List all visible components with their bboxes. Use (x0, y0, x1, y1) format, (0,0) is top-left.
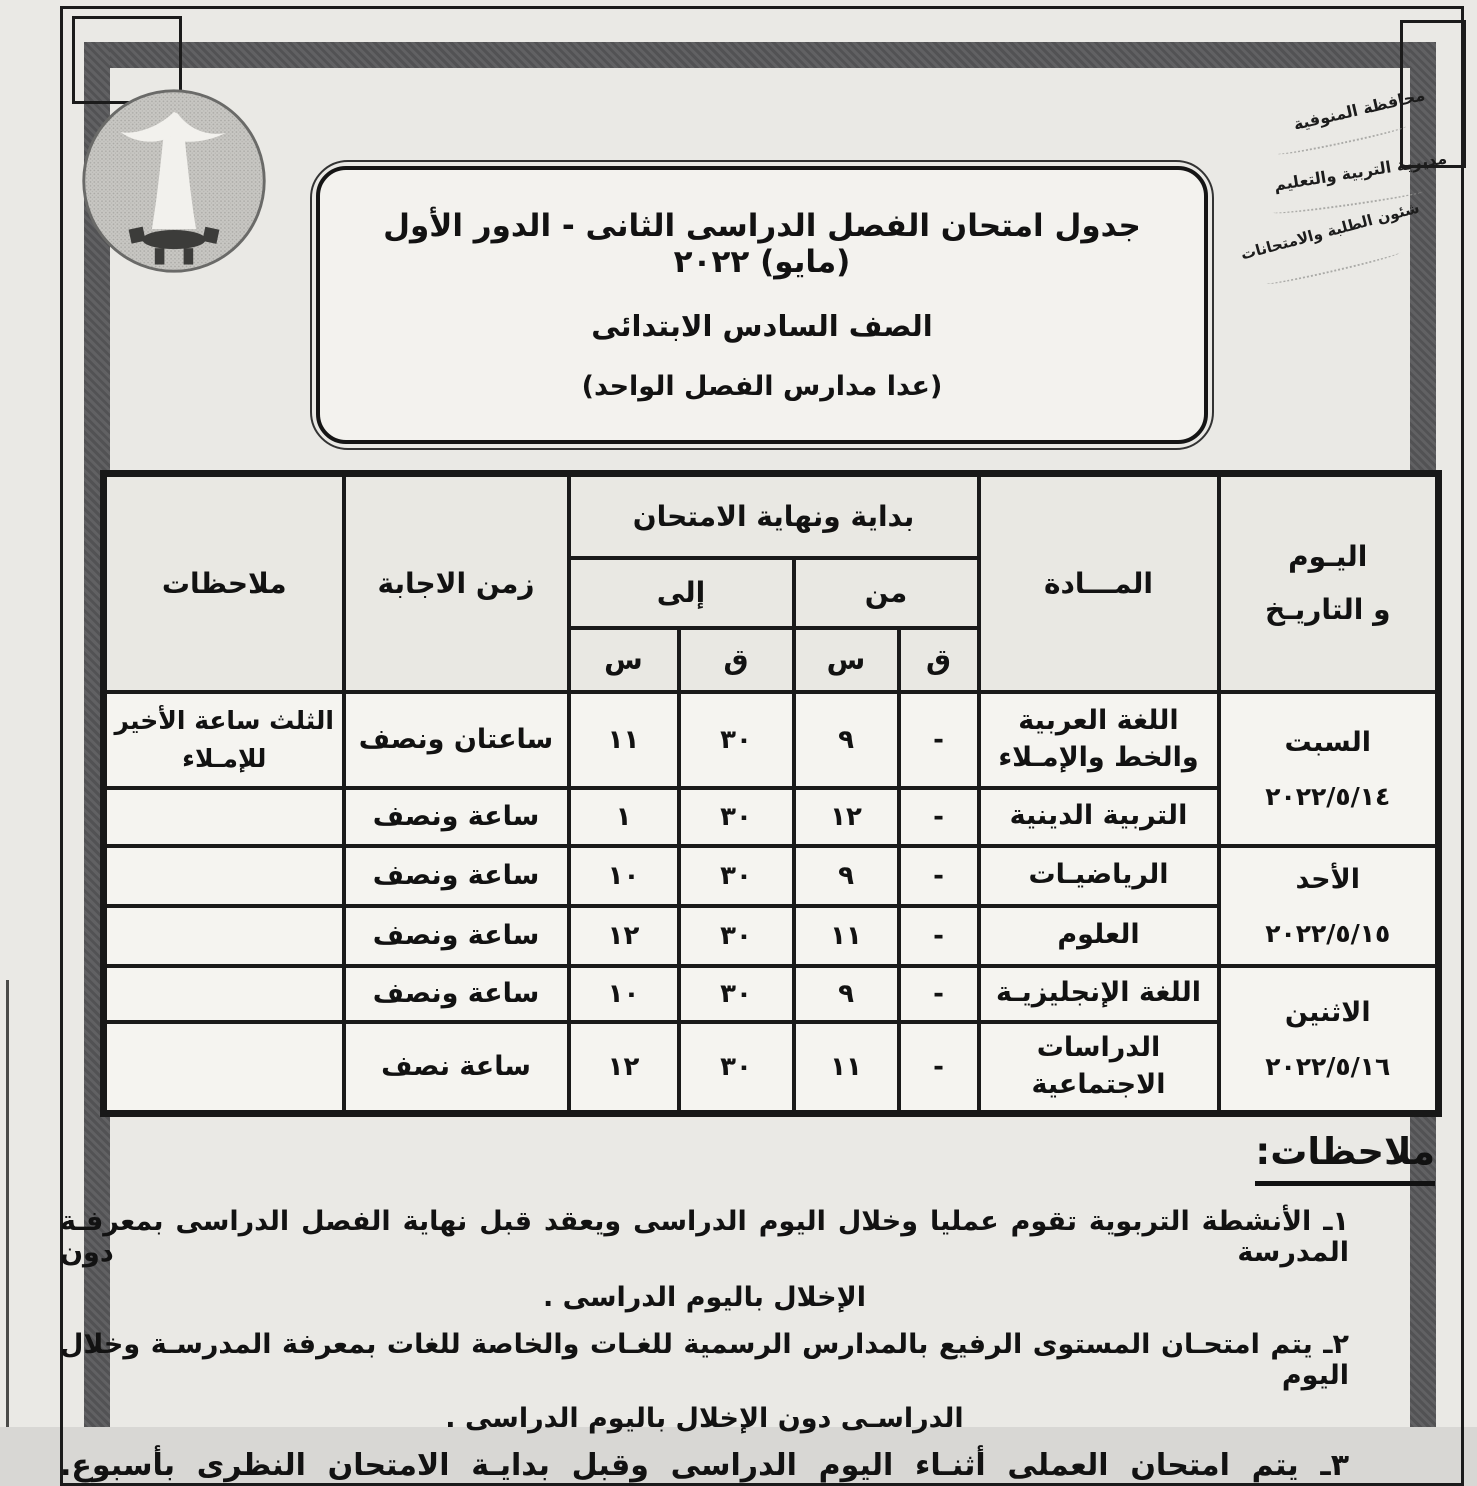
table-row (104, 966, 1439, 1022)
header-from-hours: س (794, 628, 899, 692)
footnote-1-line-2: الإخلال باليوم الدراسى . (542, 1282, 866, 1313)
governorate-seal-icon (78, 85, 270, 277)
header-exam-start-end: بداية ونهاية الامتحان (569, 474, 979, 558)
note-cell (104, 846, 344, 906)
from-hours-cell: ١٢ (794, 788, 899, 846)
header-day-date (1219, 474, 1439, 692)
to-minutes-cell: ٣٠ (679, 966, 794, 1022)
note-cell (104, 966, 344, 1022)
to-hours-cell: ١٠ (569, 966, 679, 1022)
subject-cell: التربية الدينية (979, 788, 1219, 846)
header-from: من (794, 558, 979, 628)
day-name: الأحد (1295, 863, 1360, 895)
from-minutes-cell: - (899, 966, 979, 1022)
day-date-cell (1219, 692, 1439, 846)
to-hours-cell: ١٢ (569, 1022, 679, 1114)
to-minutes-cell: ٣٠ (679, 906, 794, 966)
from-minutes-cell: - (899, 788, 979, 846)
day-date: ٢٠٢٢/٥/١٥ (1265, 918, 1391, 948)
day-name: الاثنين (1284, 996, 1371, 1028)
footnotes-section (40, 1130, 1435, 1483)
exception-subtitle: (عدا مدارس الفصل الواحد) (581, 370, 943, 402)
day-date-cell (1219, 846, 1439, 966)
from-hours-cell: ٩ (794, 692, 899, 788)
to-hours-cell: ١١ (569, 692, 679, 788)
header-duration: زمن الاجابة (344, 474, 569, 692)
subject-cell: اللغة العربية والخط والإمـلاء (979, 692, 1219, 788)
note-cell (104, 788, 344, 846)
from-minutes-cell: - (899, 1022, 979, 1114)
day-date-cell (1219, 966, 1439, 1114)
header-subject: المـــادة (979, 474, 1219, 692)
from-hours-cell: ٩ (794, 966, 899, 1022)
duration-cell: ساعة ونصف (344, 966, 569, 1022)
to-minutes-cell: ٣٠ (679, 1022, 794, 1114)
day-name: السبت (1284, 726, 1371, 758)
footnote-1-line-1: ١ـ الأنشطة التربوية تقوم عمليا وخلال اليوم الدراسى ويعقد قبل نهاية الفصل الدراسى بمعرفـة المدرسة دون (60, 1206, 1349, 1268)
title-box (316, 166, 1208, 444)
stamp-line-exams-affairs: شئون الطلبة والامتحانات (1238, 198, 1422, 264)
from-hours-cell: ٩ (794, 846, 899, 906)
subject-cell: العلوم (979, 906, 1219, 966)
note-cell (104, 1022, 344, 1114)
to-hours-cell: ١ (569, 788, 679, 846)
header-day-line2: و التاريـخ (1264, 593, 1391, 627)
stamp-line-directorate: مديرية التربية والتعليم (1272, 148, 1449, 195)
stamp-line-governorate: محافظة المنوفية (1291, 85, 1427, 134)
header-to: إلى (569, 558, 794, 628)
to-minutes-cell: ٣٠ (679, 692, 794, 788)
scan-edge-line (6, 980, 9, 1427)
table-row (104, 692, 1439, 788)
page-frame-band-top (84, 42, 1436, 68)
from-minutes-cell: - (899, 846, 979, 906)
header-day-line1: اليـوم (1288, 540, 1368, 574)
footnote-2-line-2: الدراسـى دون الإخلال باليوم الدراسى . (445, 1403, 964, 1434)
to-hours-cell: ١٢ (569, 906, 679, 966)
to-hours-cell: ١٠ (569, 846, 679, 906)
from-hours-cell: ١١ (794, 1022, 899, 1114)
duration-cell: ساعة ونصف (344, 788, 569, 846)
to-minutes-cell: ٣٠ (679, 788, 794, 846)
header-from-minutes: ق (899, 628, 979, 692)
subject-cell: اللغة الإنجليزيـة (979, 966, 1219, 1022)
from-hours-cell: ١١ (794, 906, 899, 966)
subject-cell: الرياضيـات (979, 846, 1219, 906)
from-minutes-cell: - (899, 692, 979, 788)
note-cell (104, 906, 344, 966)
day-date: ٢٠٢٢/٥/١٦ (1265, 1051, 1391, 1081)
stamp-signature-scribble (1265, 249, 1401, 288)
footnote-2-line-1: ٢ـ يتم امتحـان المستوى الرفيع بالمدارس الرسمية للغـات والخاصة للغات بمعرفة المدرسـة وخلال اليوم (60, 1329, 1349, 1391)
exam-schedule-title: جدول امتحان الفصل الدراسى الثانى - الدور الأول (مايو) ٢٠٢٢ (383, 208, 1141, 281)
duration-cell: ساعة ونصف (344, 906, 569, 966)
footnote-3: ٣ـ يتم امتحان العملى أثنـاء اليوم الدراسى وقبل بدايـة الامتحان النظرى بأسبوع. (60, 1448, 1349, 1483)
subject-cell: الدراسات الاجتماعية (979, 1022, 1219, 1114)
footnotes-heading: ملاحظات: (1255, 1130, 1435, 1186)
header-to-hours: س (569, 628, 679, 692)
duration-cell: ساعة نصف (344, 1022, 569, 1114)
note-cell: الثلث ساعة الأخير للإمـلاء (104, 692, 344, 788)
header-to-minutes: ق (679, 628, 794, 692)
directorate-stamp (1205, 85, 1460, 303)
to-minutes-cell: ٣٠ (679, 846, 794, 906)
from-minutes-cell: - (899, 906, 979, 966)
exam-schedule-table (100, 470, 1442, 1117)
grade-subtitle: الصف السادس الابتدائى (591, 308, 933, 343)
duration-cell: ساعة ونصف (344, 846, 569, 906)
header-notes: ملاحظات (104, 474, 344, 692)
duration-cell: ساعتان ونصف (344, 692, 569, 788)
table-row (104, 846, 1439, 906)
day-date: ٢٠٢٢/٥/١٤ (1265, 781, 1391, 811)
